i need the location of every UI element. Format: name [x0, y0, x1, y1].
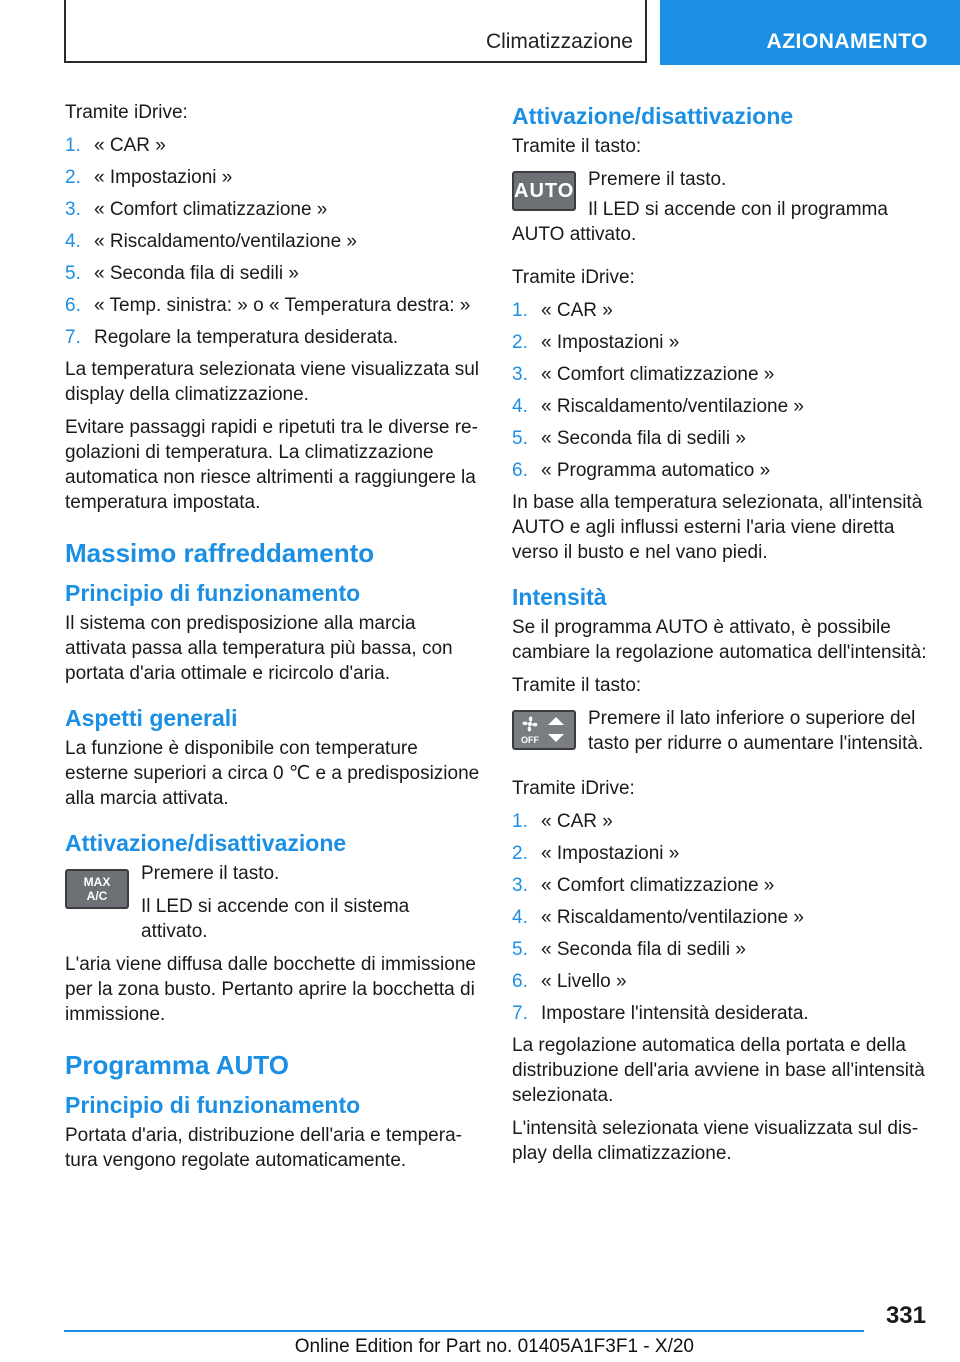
idrive-intro-auto: Tramite iDrive: — [512, 267, 635, 288]
max-ac-button-icon: MAX A/C — [65, 869, 129, 909]
paragraph-display-intensita: L'intensità selezionata viene visualizzata sul display della climatizzazione. — [512, 1118, 919, 1164]
header-section-title: Climatizzazione — [485, 30, 633, 53]
edition-text: Online Edition for Part no. 01405A1F3F1 - X/20 — [294, 1336, 694, 1357]
fan-button-icon — [512, 710, 576, 750]
idrive-steps-temperature — [65, 133, 481, 350]
fan-icon — [514, 712, 574, 748]
list-item: 4. « Riscaldamento/ventilazione » — [512, 396, 804, 417]
list-item: 7. Regolare la temperatura desiderata. — [65, 327, 399, 348]
list-item: 1. « CAR » — [65, 135, 166, 156]
auto-button-icon: AUTO — [512, 171, 576, 211]
list-item: 5. « Seconda fila di sedili » — [512, 939, 746, 960]
list-item: 6. « Programma automatico » — [512, 460, 771, 481]
list-item: 6. « Temp. sinistra: » o « Temperatura destra: » — [65, 295, 471, 316]
list-item: 5. « Seconda fila di sedili » — [65, 263, 299, 284]
auto-press-text: Premere il tasto. — [588, 169, 727, 190]
right-column — [512, 100, 930, 1174]
list-item: 3. « Comfort climatizzazione » — [65, 199, 328, 220]
heading-attivazione-disattivazione-auto: Attivazione/disattivazione — [512, 103, 794, 129]
paragraph-aspetti: La funzione è disponibile con temperature esterne superiori a circa 0 ℃ e a predisposizione alla marcia attivata. — [65, 738, 480, 809]
header-section-box — [64, 0, 647, 63]
heading-programma-auto: Programma AUTO — [65, 1050, 289, 1080]
fan-button-instruction — [512, 706, 930, 768]
paragraph-intensita: Se il programma AUTO è attivato, è possibile cambiare la regolazione automatica dell'intensità: — [512, 617, 927, 663]
heading-intensita: Intensità — [512, 584, 607, 610]
fan-press-text: Premere il lato inferiore o superiore del tasto per ridurre o aumentare l'intensità. — [588, 708, 924, 754]
heading-aspetti-generali: Aspetti generali — [65, 705, 238, 731]
header-chapter-title: AZIONAMENTO — [766, 30, 928, 53]
heading-attivazione-disattivazione: Attivazione/disattivazione — [65, 830, 347, 856]
paragraph-temperature-display: La temperatura selezionata viene visualizzata sul display della climatizzazione. — [65, 359, 480, 405]
idrive-steps-auto — [512, 298, 930, 483]
list-item: 6. « Livello » — [512, 971, 627, 992]
list-item: 2. « Impostazioni » — [512, 332, 680, 353]
list-item: 2. « Impostazioni » — [512, 843, 680, 864]
max-ac-instruction — [65, 861, 481, 944]
paragraph-principio-auto: Portata d'aria, distribuzione dell'aria e temperatura vengono regolate automaticamente. — [65, 1125, 462, 1171]
max-ac-press-text: Premere il tasto. — [141, 863, 280, 884]
idrive-intro: Tramite iDrive: — [65, 102, 188, 123]
idrive-intro-intensita: Tramite iDrive: — [512, 778, 635, 799]
list-item: 7. Impostare l'intensità desiderata. — [512, 1003, 809, 1024]
heading-massimo-raffreddamento: Massimo raffreddamento — [65, 538, 375, 568]
list-item: 5. « Seconda fila di sedili » — [512, 428, 746, 449]
max-ac-led-text: Il LED si accende con il sistema attivato. — [141, 896, 410, 942]
list-item: 4. « Riscaldamento/ventilazione » — [65, 231, 357, 252]
heading-principio-funzionamento-auto: Principio di funzionamento — [65, 1092, 361, 1118]
fan-off-label: OFF — [521, 735, 539, 745]
paragraph-temperature-warning: Evitare passaggi rapidi e ripetuti tra le diverse regolazioni di temperatura. La climatizzazione automatica non riesce altrimenti a raggiungere la temperatura impostata. — [65, 417, 478, 513]
list-item: 4. « Riscaldamento/ventilazione » — [512, 907, 804, 928]
heading-principio-funzionamento: Principio di funzionamento — [65, 580, 361, 606]
list-item: 1. « CAR » — [512, 300, 613, 321]
page-number: 331 — [885, 1302, 926, 1329]
list-item: 3. « Comfort climatizzazione » — [512, 875, 775, 896]
tasto-intro-intensita: Tramite il tasto: — [512, 675, 642, 696]
paragraph-air-distribution: L'aria viene diffusa dalle bocchette di immissione per la zona busto. Pertanto aprire la bocchetta di immissione. — [65, 954, 476, 1025]
idrive-steps-intensita — [512, 809, 930, 1026]
paragraph-principio: Il sistema con predisposizione alla marcia attivata passa alla temperatura più bassa, con portata d'aria ottimale e ricircolo d'aria. — [65, 613, 453, 684]
paragraph-regolazione: La regolazione automatica della portata e della distribuzione dell'aria avviene in base all'intensità selezionata. — [512, 1035, 925, 1106]
list-item: 1. « CAR » — [512, 811, 613, 832]
left-column — [65, 100, 481, 1181]
list-item: 2. « Impostazioni » — [65, 167, 233, 188]
tasto-intro: Tramite il tasto: — [512, 136, 642, 157]
paragraph-auto-info: In base alla temperatura selezionata, all'intensità AUTO e agli influssi esterni l'aria viene diretta verso il busto e nel vano piedi. — [512, 492, 923, 563]
footer-rule — [64, 1330, 864, 1332]
header-chapter-tab — [660, 0, 960, 65]
auto-led-text: Il LED si accende con il programma AUTO attivato. — [512, 199, 888, 245]
auto-button-instruction — [512, 167, 930, 227]
list-item: 3. « Comfort climatizzazione » — [512, 364, 775, 385]
